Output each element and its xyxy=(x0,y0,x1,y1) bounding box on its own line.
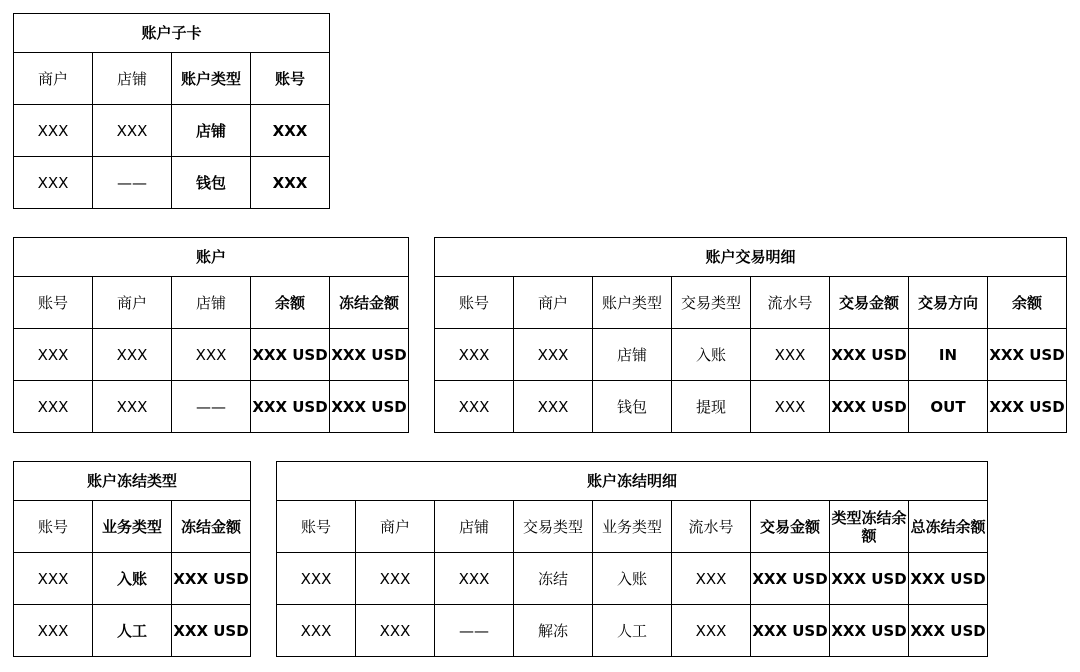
column-header: 账号 xyxy=(14,501,93,553)
table-cell: —— xyxy=(435,605,514,657)
column-header: 冻结金额 xyxy=(172,501,251,553)
table-cell: 钱包 xyxy=(172,157,251,209)
table-cell: XXX xyxy=(277,553,356,605)
table-cell: XXX xyxy=(251,105,330,157)
table-cell: XXX USD xyxy=(909,553,988,605)
table-cell: IN xyxy=(909,329,988,381)
column-header: 余额 xyxy=(251,277,330,329)
table-row xyxy=(14,157,330,209)
table-cell: XXX xyxy=(751,381,830,433)
column-header: 交易方向 xyxy=(909,277,988,329)
column-header: 商户 xyxy=(14,53,93,105)
table-cell: 提现 xyxy=(672,381,751,433)
account-freeze-type-table xyxy=(13,461,251,657)
table-cell: XXX xyxy=(356,553,435,605)
table-title-row xyxy=(14,462,251,501)
table-cell: XXX xyxy=(251,157,330,209)
table-cell: 入账 xyxy=(672,329,751,381)
table-title-row xyxy=(435,238,1067,277)
table-cell: 入账 xyxy=(593,553,672,605)
column-header: 冻结金额 xyxy=(330,277,409,329)
column-header: 类型冻结余额 xyxy=(830,501,909,553)
table-cell: XXX xyxy=(435,381,514,433)
table-cell: 钱包 xyxy=(593,381,672,433)
table-cell: XXX USD xyxy=(830,605,909,657)
table-cell: XXX xyxy=(93,329,172,381)
table-title: 账户交易明细 xyxy=(435,238,1067,277)
table-row xyxy=(435,329,1067,381)
table-cell: XXX USD xyxy=(830,329,909,381)
table-cell: XXX xyxy=(14,605,93,657)
table-cell: XXX xyxy=(751,329,830,381)
table-row xyxy=(14,381,409,433)
table-cell: XXX USD xyxy=(988,329,1067,381)
table-cell: XXX xyxy=(93,105,172,157)
table-cell: XXX USD xyxy=(172,605,251,657)
table-cell: XXX USD xyxy=(751,605,830,657)
table-cell: XXX USD xyxy=(830,381,909,433)
table-cell: 店铺 xyxy=(172,105,251,157)
column-header: 账号 xyxy=(14,277,93,329)
column-header: 商户 xyxy=(356,501,435,553)
table-cell: XXX USD xyxy=(909,605,988,657)
table-header-row xyxy=(277,501,988,553)
table-cell: XXX xyxy=(435,329,514,381)
account-transaction-detail-table xyxy=(434,237,1067,433)
table-cell: XXX USD xyxy=(830,553,909,605)
column-header: 店铺 xyxy=(435,501,514,553)
table-cell: XXX USD xyxy=(751,553,830,605)
column-header: 交易金额 xyxy=(751,501,830,553)
table-cell: XXX USD xyxy=(172,553,251,605)
table-title: 账户子卡 xyxy=(14,14,330,53)
column-header: 业务类型 xyxy=(593,501,672,553)
table-row xyxy=(277,553,988,605)
column-header: 交易类型 xyxy=(672,277,751,329)
table-row xyxy=(14,329,409,381)
table-cell: XXX xyxy=(14,157,93,209)
table-cell: XXX xyxy=(14,381,93,433)
table-row xyxy=(14,605,251,657)
table-cell: 店铺 xyxy=(593,329,672,381)
table-cell: XXX xyxy=(93,381,172,433)
account-freeze-detail-table xyxy=(276,461,988,657)
table-cell: 入账 xyxy=(93,553,172,605)
column-header: 业务类型 xyxy=(93,501,172,553)
table-header-row xyxy=(14,277,409,329)
table-cell: XXX USD xyxy=(330,381,409,433)
table-cell: XXX USD xyxy=(330,329,409,381)
table-title-row xyxy=(14,238,409,277)
table-row xyxy=(14,553,251,605)
table-row xyxy=(277,605,988,657)
table-cell: XXX xyxy=(672,553,751,605)
table-cell: XXX xyxy=(14,105,93,157)
table-cell: 解冻 xyxy=(514,605,593,657)
column-header: 账户类型 xyxy=(593,277,672,329)
table-cell: XXX xyxy=(14,553,93,605)
table-cell: XXX xyxy=(514,329,593,381)
column-header: 交易类型 xyxy=(514,501,593,553)
table-title: 账户冻结类型 xyxy=(14,462,251,501)
column-header: 余额 xyxy=(988,277,1067,329)
table-cell: —— xyxy=(172,381,251,433)
column-header: 账户类型 xyxy=(172,53,251,105)
column-header: 账号 xyxy=(435,277,514,329)
table-cell: XXX USD xyxy=(251,329,330,381)
column-header: 交易金额 xyxy=(830,277,909,329)
table-cell: OUT xyxy=(909,381,988,433)
column-header: 商户 xyxy=(93,277,172,329)
table-row xyxy=(14,105,330,157)
column-header: 流水号 xyxy=(672,501,751,553)
column-header: 账号 xyxy=(277,501,356,553)
table-cell: XXX xyxy=(514,381,593,433)
table-header-row xyxy=(435,277,1067,329)
column-header: 流水号 xyxy=(751,277,830,329)
column-header: 商户 xyxy=(514,277,593,329)
table-title: 账户 xyxy=(14,238,409,277)
table-title: 账户冻结明细 xyxy=(277,462,988,501)
table-title-row xyxy=(14,14,330,53)
column-header: 店铺 xyxy=(172,277,251,329)
account-subcard-table xyxy=(13,13,330,209)
column-header: 总冻结余额 xyxy=(909,501,988,553)
column-header: 账号 xyxy=(251,53,330,105)
table-cell: 冻结 xyxy=(514,553,593,605)
table-cell: XXX USD xyxy=(988,381,1067,433)
table-title-row xyxy=(277,462,988,501)
table-header-row xyxy=(14,501,251,553)
table-cell: XXX xyxy=(172,329,251,381)
table-row xyxy=(435,381,1067,433)
table-cell: 人工 xyxy=(93,605,172,657)
table-cell: XXX USD xyxy=(251,381,330,433)
table-cell: XXX xyxy=(356,605,435,657)
table-cell: XXX xyxy=(14,329,93,381)
account-table xyxy=(13,237,409,433)
table-header-row xyxy=(14,53,330,105)
table-cell: XXX xyxy=(277,605,356,657)
table-cell: XXX xyxy=(672,605,751,657)
table-cell: 人工 xyxy=(593,605,672,657)
column-header: 店铺 xyxy=(93,53,172,105)
table-cell: —— xyxy=(93,157,172,209)
table-cell: XXX xyxy=(435,553,514,605)
